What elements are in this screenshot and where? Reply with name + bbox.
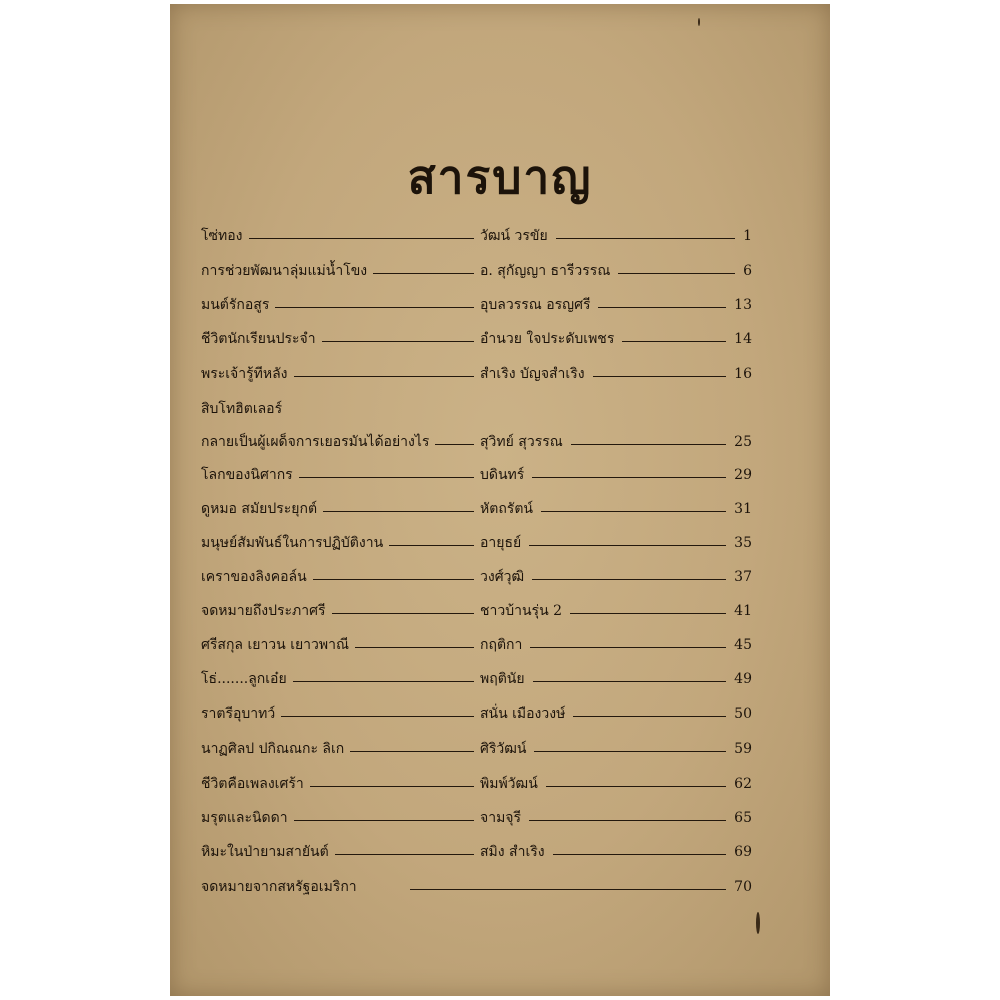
leader-line: [389, 545, 474, 546]
leader-line: [410, 889, 726, 890]
table-of-contents: [170, 4, 830, 996]
toc-entry-author: สำเริง บัญจสำเริง: [480, 366, 585, 382]
leader-line: [335, 854, 474, 855]
toc-entry-page: 59: [734, 741, 752, 757]
toc-entry-title: ราตรีอุบาทว์: [201, 706, 276, 722]
toc-entry: [170, 261, 830, 295]
toc-entry: [170, 499, 830, 533]
toc-entry-page: 35: [734, 535, 752, 551]
leader-line: [553, 854, 726, 855]
toc-entry-author: อำนวย ใจประดับเพชร: [480, 331, 615, 347]
leader-line: [546, 786, 726, 787]
toc-entry: [170, 635, 830, 669]
toc-entry-page: 14: [734, 331, 752, 347]
toc-entry-title: ศรีสกุล เยาวน เยาวพาณี: [201, 637, 349, 653]
toc-entry-author: บดินทร์: [480, 467, 525, 483]
toc-entry-title: กลายเป็นผู้เผด็จการเยอรมันได้อย่างไร: [201, 434, 430, 450]
ink-mark: [756, 912, 760, 934]
toc-entry-page: 1: [743, 228, 752, 244]
toc-entry: [170, 329, 830, 363]
ink-speck: [698, 18, 700, 26]
leader-line: [618, 273, 735, 274]
leader-line: [541, 511, 726, 512]
toc-entry: [170, 808, 830, 842]
toc-entry-page: 41: [734, 603, 752, 619]
toc-entry-author: กฤติกา: [480, 637, 523, 653]
toc-entry-title: โลกของนิศากร: [201, 467, 293, 483]
toc-entry-author: หัตถรัตน์: [480, 501, 533, 517]
toc-entry: [170, 704, 830, 738]
toc-entry: [170, 295, 830, 329]
toc-entry: [170, 601, 830, 635]
toc-entry-title: เคราของลิงคอล์น: [201, 569, 307, 585]
leader-line: [530, 647, 726, 648]
leader-line: [310, 786, 474, 787]
leader-line: [573, 716, 726, 717]
toc-entry: [170, 432, 830, 466]
toc-entry-author: จามจุรี: [480, 810, 522, 826]
leader-line: [293, 681, 474, 682]
toc-entry-title: จดหมายถึงประภาศรี: [201, 603, 326, 619]
toc-entry-title: การช่วยพัฒนาลุ่มแม่น้ำโขง: [201, 263, 368, 279]
leader-line: [249, 238, 474, 239]
toc-entry-title: โซ่ทอง: [201, 228, 243, 244]
toc-entry-title: จดหมายจากสหรัฐอเมริกา: [201, 879, 357, 895]
leader-line: [593, 376, 726, 377]
toc-entry-title: มรุตและนิดดา: [201, 810, 288, 826]
toc-entry-title: มนุษย์สัมพันธ์ในการปฏิบัติงาน: [201, 535, 384, 551]
leader-line: [622, 341, 726, 342]
toc-entry-page: 49: [734, 671, 752, 687]
toc-entry-title: มนต์รักอสูร: [201, 297, 270, 313]
toc-entry-title: โธ่.......ลูกเอ๋ย: [201, 671, 287, 687]
toc-entry-page: 13: [734, 297, 752, 313]
toc-entry-author: อ. สุกัญญา ธารีวรรณ: [480, 263, 611, 279]
book-page: [170, 4, 830, 996]
toc-entry-author: สนั่น เมืองวงษ์: [480, 706, 566, 722]
toc-entry-title: ดูหมอ สมัยประยุกต์: [201, 501, 318, 517]
leader-line: [529, 820, 726, 821]
toc-entry-author: สมิง สำเริง: [480, 844, 545, 860]
toc-entry: [170, 877, 830, 911]
toc-entry: [170, 739, 830, 773]
leader-line: [281, 716, 474, 717]
leader-line: [556, 238, 735, 239]
toc-entry-author: สุวิทย์ สุวรรณ: [480, 434, 563, 450]
toc-entry-page: 16: [734, 366, 752, 382]
toc-entry: [170, 669, 830, 703]
toc-entry: [170, 533, 830, 567]
toc-entry-page: 6: [743, 263, 752, 279]
leader-line: [323, 511, 474, 512]
toc-entry-author: พฤตินัย: [480, 671, 525, 687]
toc-entry: [170, 399, 830, 433]
leader-line: [435, 444, 474, 445]
toc-entry: [170, 465, 830, 499]
toc-entry: [170, 567, 830, 601]
toc-entry-page: 25: [734, 434, 752, 450]
leader-line: [534, 751, 726, 752]
leader-line: [275, 307, 474, 308]
toc-entry-author: วัฒน์ วรขัย: [480, 228, 548, 244]
leader-line: [570, 613, 726, 614]
toc-entry-page: 29: [734, 467, 752, 483]
toc-entry-author: ศิริวัฒน์: [480, 741, 527, 757]
leader-line: [532, 477, 726, 478]
toc-entry-author: อายุธย์: [480, 535, 522, 551]
toc-entry-author: ชาวบ้านรุ่น 2: [480, 603, 562, 619]
toc-entry-page: 70: [734, 879, 752, 895]
toc-entry-page: 69: [734, 844, 752, 860]
toc-entry-author: พิมพ์วัฒน์: [480, 776, 538, 792]
leader-line: [598, 307, 726, 308]
leader-line: [529, 545, 726, 546]
toc-entry-author: อุบลวรรณ อรญศรี: [480, 297, 591, 313]
leader-line: [533, 681, 726, 682]
toc-entry-title: ชีวิตนักเรียนประจำ: [201, 331, 316, 347]
toc-entry: [170, 774, 830, 808]
toc-entry-title: สิบโทฮิตเลอร์: [201, 401, 283, 417]
toc-entry-title: นาฏศิลป ปกิณณกะ ลิเก: [201, 741, 345, 757]
toc-entry: [170, 226, 830, 260]
leader-line: [313, 579, 474, 580]
page-title: สารบาญ: [407, 150, 593, 204]
toc-entry-page: 50: [734, 706, 752, 722]
toc-entry-page: 62: [734, 776, 752, 792]
leader-line: [332, 613, 474, 614]
toc-entry: [170, 364, 830, 398]
leader-line: [373, 273, 474, 274]
leader-line: [350, 751, 474, 752]
toc-entry-author: วงศ์วุฒิ: [480, 569, 525, 585]
toc-entry-page: 65: [734, 810, 752, 826]
leader-line: [294, 376, 474, 377]
toc-entry-title: พระเจ้ารู้ทีหลัง: [201, 366, 288, 382]
toc-entry-title: หิมะในป่ายามสายันต์: [201, 844, 329, 860]
toc-entry-page: 31: [734, 501, 752, 517]
leader-line: [322, 341, 474, 342]
toc-entry-page: 45: [734, 637, 752, 653]
leader-line: [299, 477, 474, 478]
leader-line: [294, 820, 474, 821]
leader-line: [532, 579, 726, 580]
toc-entry-title: ชีวิตคือเพลงเศร้า: [201, 776, 304, 792]
leader-line: [355, 647, 474, 648]
leader-line: [571, 444, 726, 445]
toc-entry: [170, 842, 830, 876]
toc-entry-page: 37: [734, 569, 752, 585]
